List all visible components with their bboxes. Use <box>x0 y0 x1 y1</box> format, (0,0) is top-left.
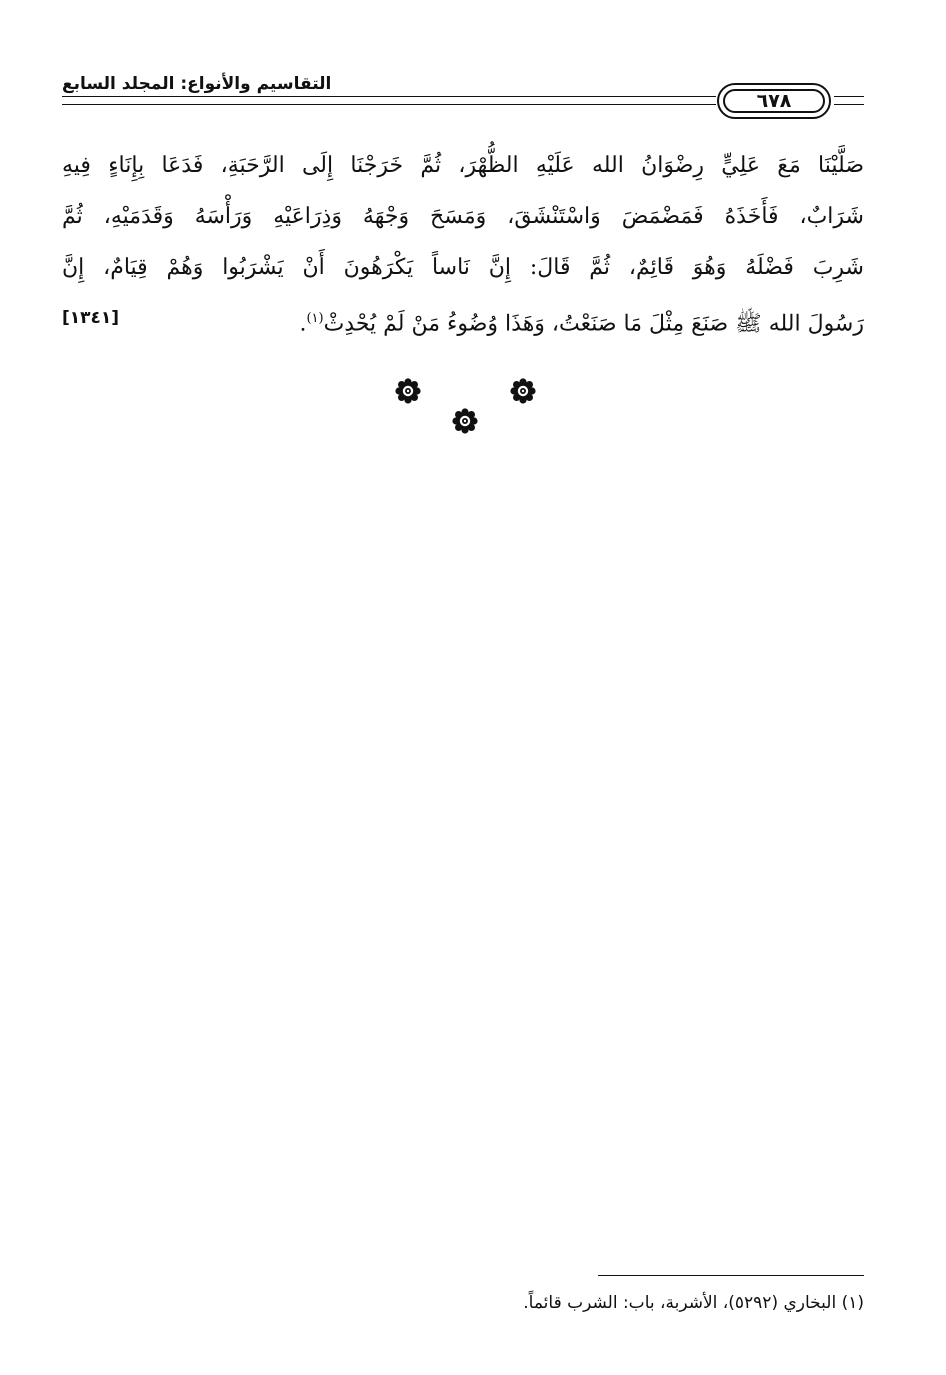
flower-ornament-icon <box>452 408 478 434</box>
text-line: شَرِبَ فَضْلَهُ وَهُوَ قَائِمٌ، ثُمَّ قَالَ: إِنَّ نَاساً يَكْرَهُونَ أَنْ يَشْرَبُوا وَهُمْ قِيَامٌ، إِنَّ <box>62 255 864 280</box>
text-line: صَلَّيْنَا مَعَ عَلِيٍّ رِضْوَانُ الله عَلَيْهِ الظُّهْرَ، ثُمَّ خَرَجْنَا إِلَى الرَّحَبَةِ، فَدَعَا بِإِنَاءٍ فِيهِ <box>62 153 864 178</box>
text-line: رَسُولَ الله ﷺ صَنَعَ مِثْلَ مَا صَنَعْتُ، وَهَذَا وُضُوءُ مَنْ لَمْ يُحْدِثْ <box>323 311 864 337</box>
flower-ornament-icon <box>510 378 536 404</box>
hadith-number: [١٣٤١] <box>62 308 120 328</box>
running-title: التقاسيم والأنواع: المجلد السابع <box>62 74 332 94</box>
footnote-separator <box>598 1275 864 1276</box>
hadith-text <box>62 140 864 344</box>
header-rule <box>834 104 864 105</box>
sentence-end: . <box>299 311 307 337</box>
text-line-last <box>62 293 864 344</box>
page-number-frame <box>723 89 825 113</box>
header-rule <box>62 104 716 105</box>
header-rule <box>834 96 864 97</box>
footnote: (١) البخاري (٥٢٩٢)، الأشربة، باب: الشرب قائماً. <box>523 1293 864 1313</box>
page-number: ٦٧٨ <box>756 90 792 112</box>
page-number-badge <box>717 83 831 119</box>
header-rule <box>62 96 716 97</box>
flower-ornament-icon <box>395 378 421 404</box>
text-line: شَرَابٌ، فَأَخَذَهُ فَمَضْمَضَ وَاسْتَنْشَقَ، وَمَسَحَ وَجْهَهُ وَذِرَاعَيْهِ وَرَأْسَهُ وَقَدَمَيْهِ، ثُمَّ <box>62 204 864 229</box>
footnote-marker[interactable]: (١) <box>306 311 324 326</box>
